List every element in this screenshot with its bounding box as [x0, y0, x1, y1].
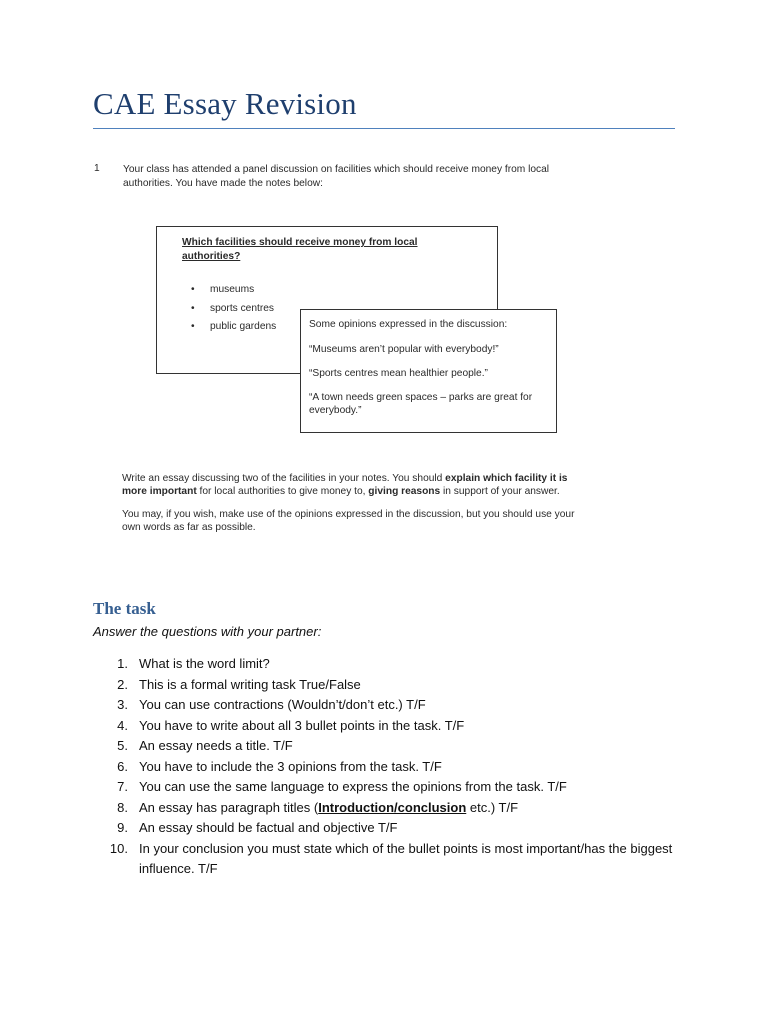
question-text: What is the word limit? [139, 656, 270, 671]
question-number: 3. [117, 697, 128, 712]
question-item [93, 839, 673, 880]
question-item [93, 695, 673, 716]
question-number: 10. [109, 840, 128, 856]
question-number: 9. [117, 820, 128, 835]
question-number: 1. [117, 656, 128, 671]
question-item [93, 654, 673, 675]
page-title: CAE Essay Revision [93, 86, 357, 121]
question-item [93, 777, 673, 798]
title-divider [93, 128, 675, 129]
section-subtitle: Answer the questions with your partner: [93, 624, 322, 639]
instructions-text: Write an essay discussing two of the facilities in your notes. You should [122, 473, 446, 484]
question-text: You can use contractions (Wouldn’t/don’t etc.) T/F [139, 697, 426, 712]
question-list [93, 654, 673, 880]
question-text: This is a formal writing task True/False [139, 676, 361, 692]
question-number: 7. [117, 779, 128, 794]
question-number: 8. [117, 799, 128, 815]
opinions-box [300, 309, 557, 433]
instructions-paragraph-1 [122, 472, 592, 498]
instructions-text: for local authorities to give money to, [196, 486, 369, 497]
question-item [93, 757, 673, 778]
question-text-after: etc.) T/F [466, 799, 519, 815]
question-emphasis: Introduction/conclusion [318, 799, 467, 815]
question-text: An essay should be factual and objective T/F [139, 820, 398, 835]
instructions-emphasis: giving reasons [368, 486, 441, 497]
task-intro: Your class has attended a panel discussion on facilities which should receive money from local authorities. You have made the notes below: [123, 164, 550, 189]
notes-item: • sports centres [191, 303, 276, 322]
question-item [93, 716, 673, 737]
opinion-quote: “A town needs green spaces – parks are great for everybody.” [309, 392, 533, 416]
notes-item: • museums [191, 284, 276, 303]
question-item [93, 798, 673, 819]
question-number: 2. [117, 676, 128, 692]
instructions-text: in support of your answer. [440, 486, 560, 497]
question-item [93, 818, 673, 839]
opinion-quote: “Museums aren’t popular with everybody!” [309, 344, 499, 355]
notes-list [191, 284, 276, 340]
instructions-paragraph-2: You may, if you wish, make use of the opinions expressed in the discussion, but you should use your own words as far as possible. [122, 509, 575, 533]
question-number: 4. [117, 717, 128, 733]
instructions-emphasis: explain which facility it is more important [122, 473, 568, 497]
notes-item: • public gardens [191, 321, 276, 340]
question-text: You can use the same language to express the opinions from the task. T/F [139, 779, 567, 794]
question-text: An essay needs a title. T/F [139, 738, 293, 753]
notes-heading: Which facilities should receive money from local authorities? [182, 237, 418, 262]
question-item [93, 675, 673, 696]
question-number: 5. [117, 738, 128, 753]
question-number: 6. [117, 758, 128, 774]
section-heading: The task [93, 599, 156, 618]
question-text-before: An essay has paragraph titles ( [139, 799, 319, 815]
task-number: 1 [94, 163, 100, 174]
question-text: In your conclusion you must state which of the bullet points is most important/has the biggest influence. T/F [139, 840, 673, 876]
question-text: You have to write about all 3 bullet points in the task. T/F [139, 717, 465, 733]
opinion-quote: “Sports centres mean healthier people.” [309, 368, 488, 379]
opinions-heading: Some opinions expressed in the discussion: [309, 319, 508, 330]
essay-instructions [122, 472, 592, 544]
question-item [93, 736, 673, 757]
question-text: You have to include the 3 opinions from the task. T/F [139, 758, 442, 774]
